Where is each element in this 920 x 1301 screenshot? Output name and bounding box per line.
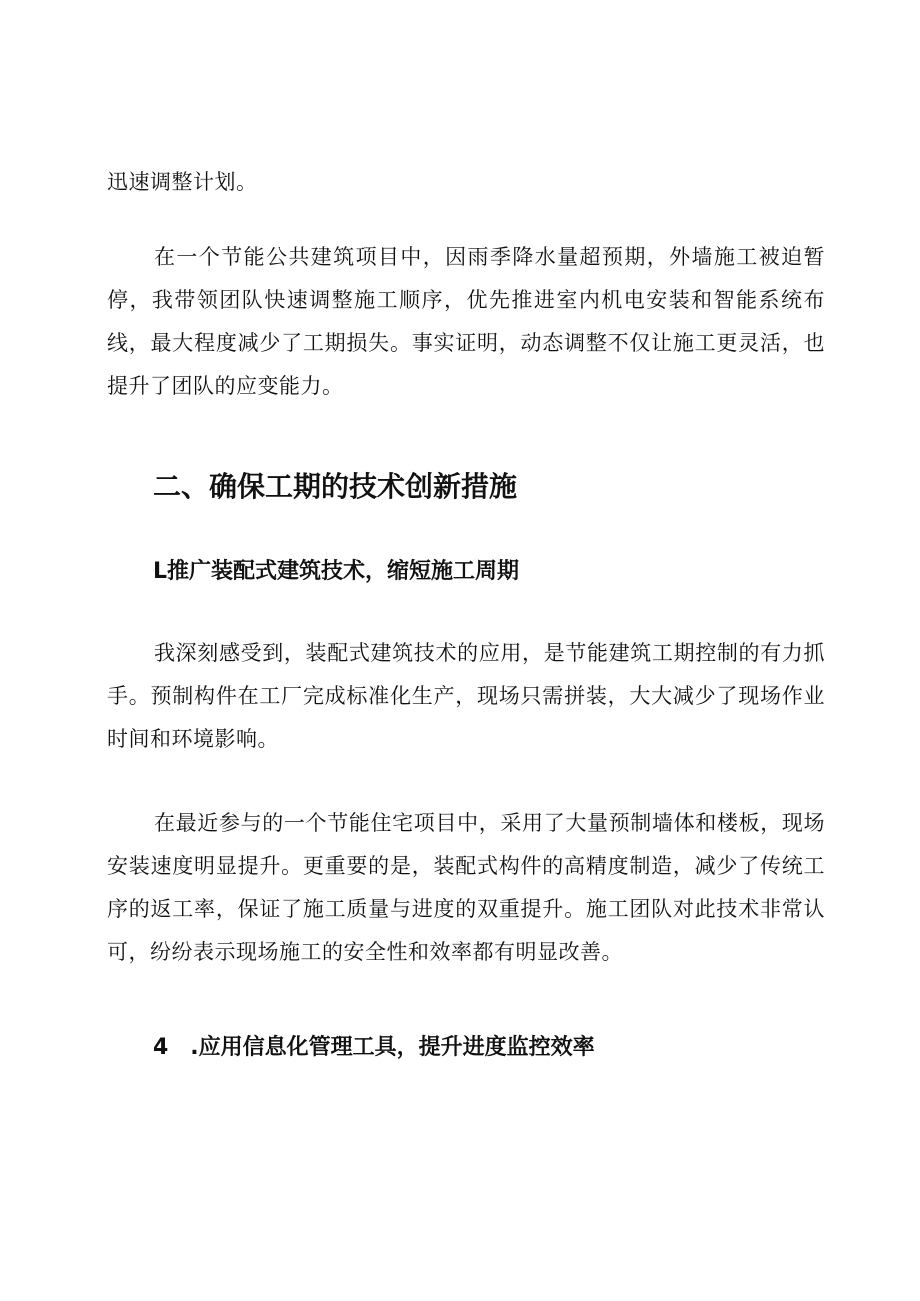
paragraph-prefabricated-benefits: 我深刻感受到，装配式建筑技术的应用，是节能建筑工期控制的有力抓手。预制构件在工厂完成标准化生产，现场只需拼装，大大减少了现场作业时间和环境影响。 <box>107 641 825 751</box>
subheading-prefabricated-construction: L推广装配式建筑技术，缩短施工周期 <box>153 559 520 584</box>
paragraph-rainy-season-adjustment: 在一个节能公共建筑项目中，因雨季降水量超预期，外墙施工被迫暂停，我带领团队快速调整施工顺序，优先推进室内机电安装和智能系统布线，最大程度减少了工期损失。事实证明，动态调整不仅让施工更灵活，也提升了团队的应变能力。 <box>107 245 825 398</box>
paragraph-continuation: 迅速调整计划。 <box>107 170 258 194</box>
paragraph-residential-project: 在最近参与的一个节能住宅项目中，采用了大量预制墙体和楼板，现场安装速度明显提升。更重要的是，装配式构件的高精度制造，减少了传统工序的返工率，保证了施工质量与进度的双重提升。施工团队对此技术非常认可，纷纷表示现场施工的安全性和效率都有明显改善。 <box>107 811 825 964</box>
section-heading-technical-innovation: 二、确保工期的技术创新措施 <box>153 470 518 503</box>
subheading-information-management: 4 .应用信息化管理工具，提升进度监控效率 <box>153 1035 595 1060</box>
